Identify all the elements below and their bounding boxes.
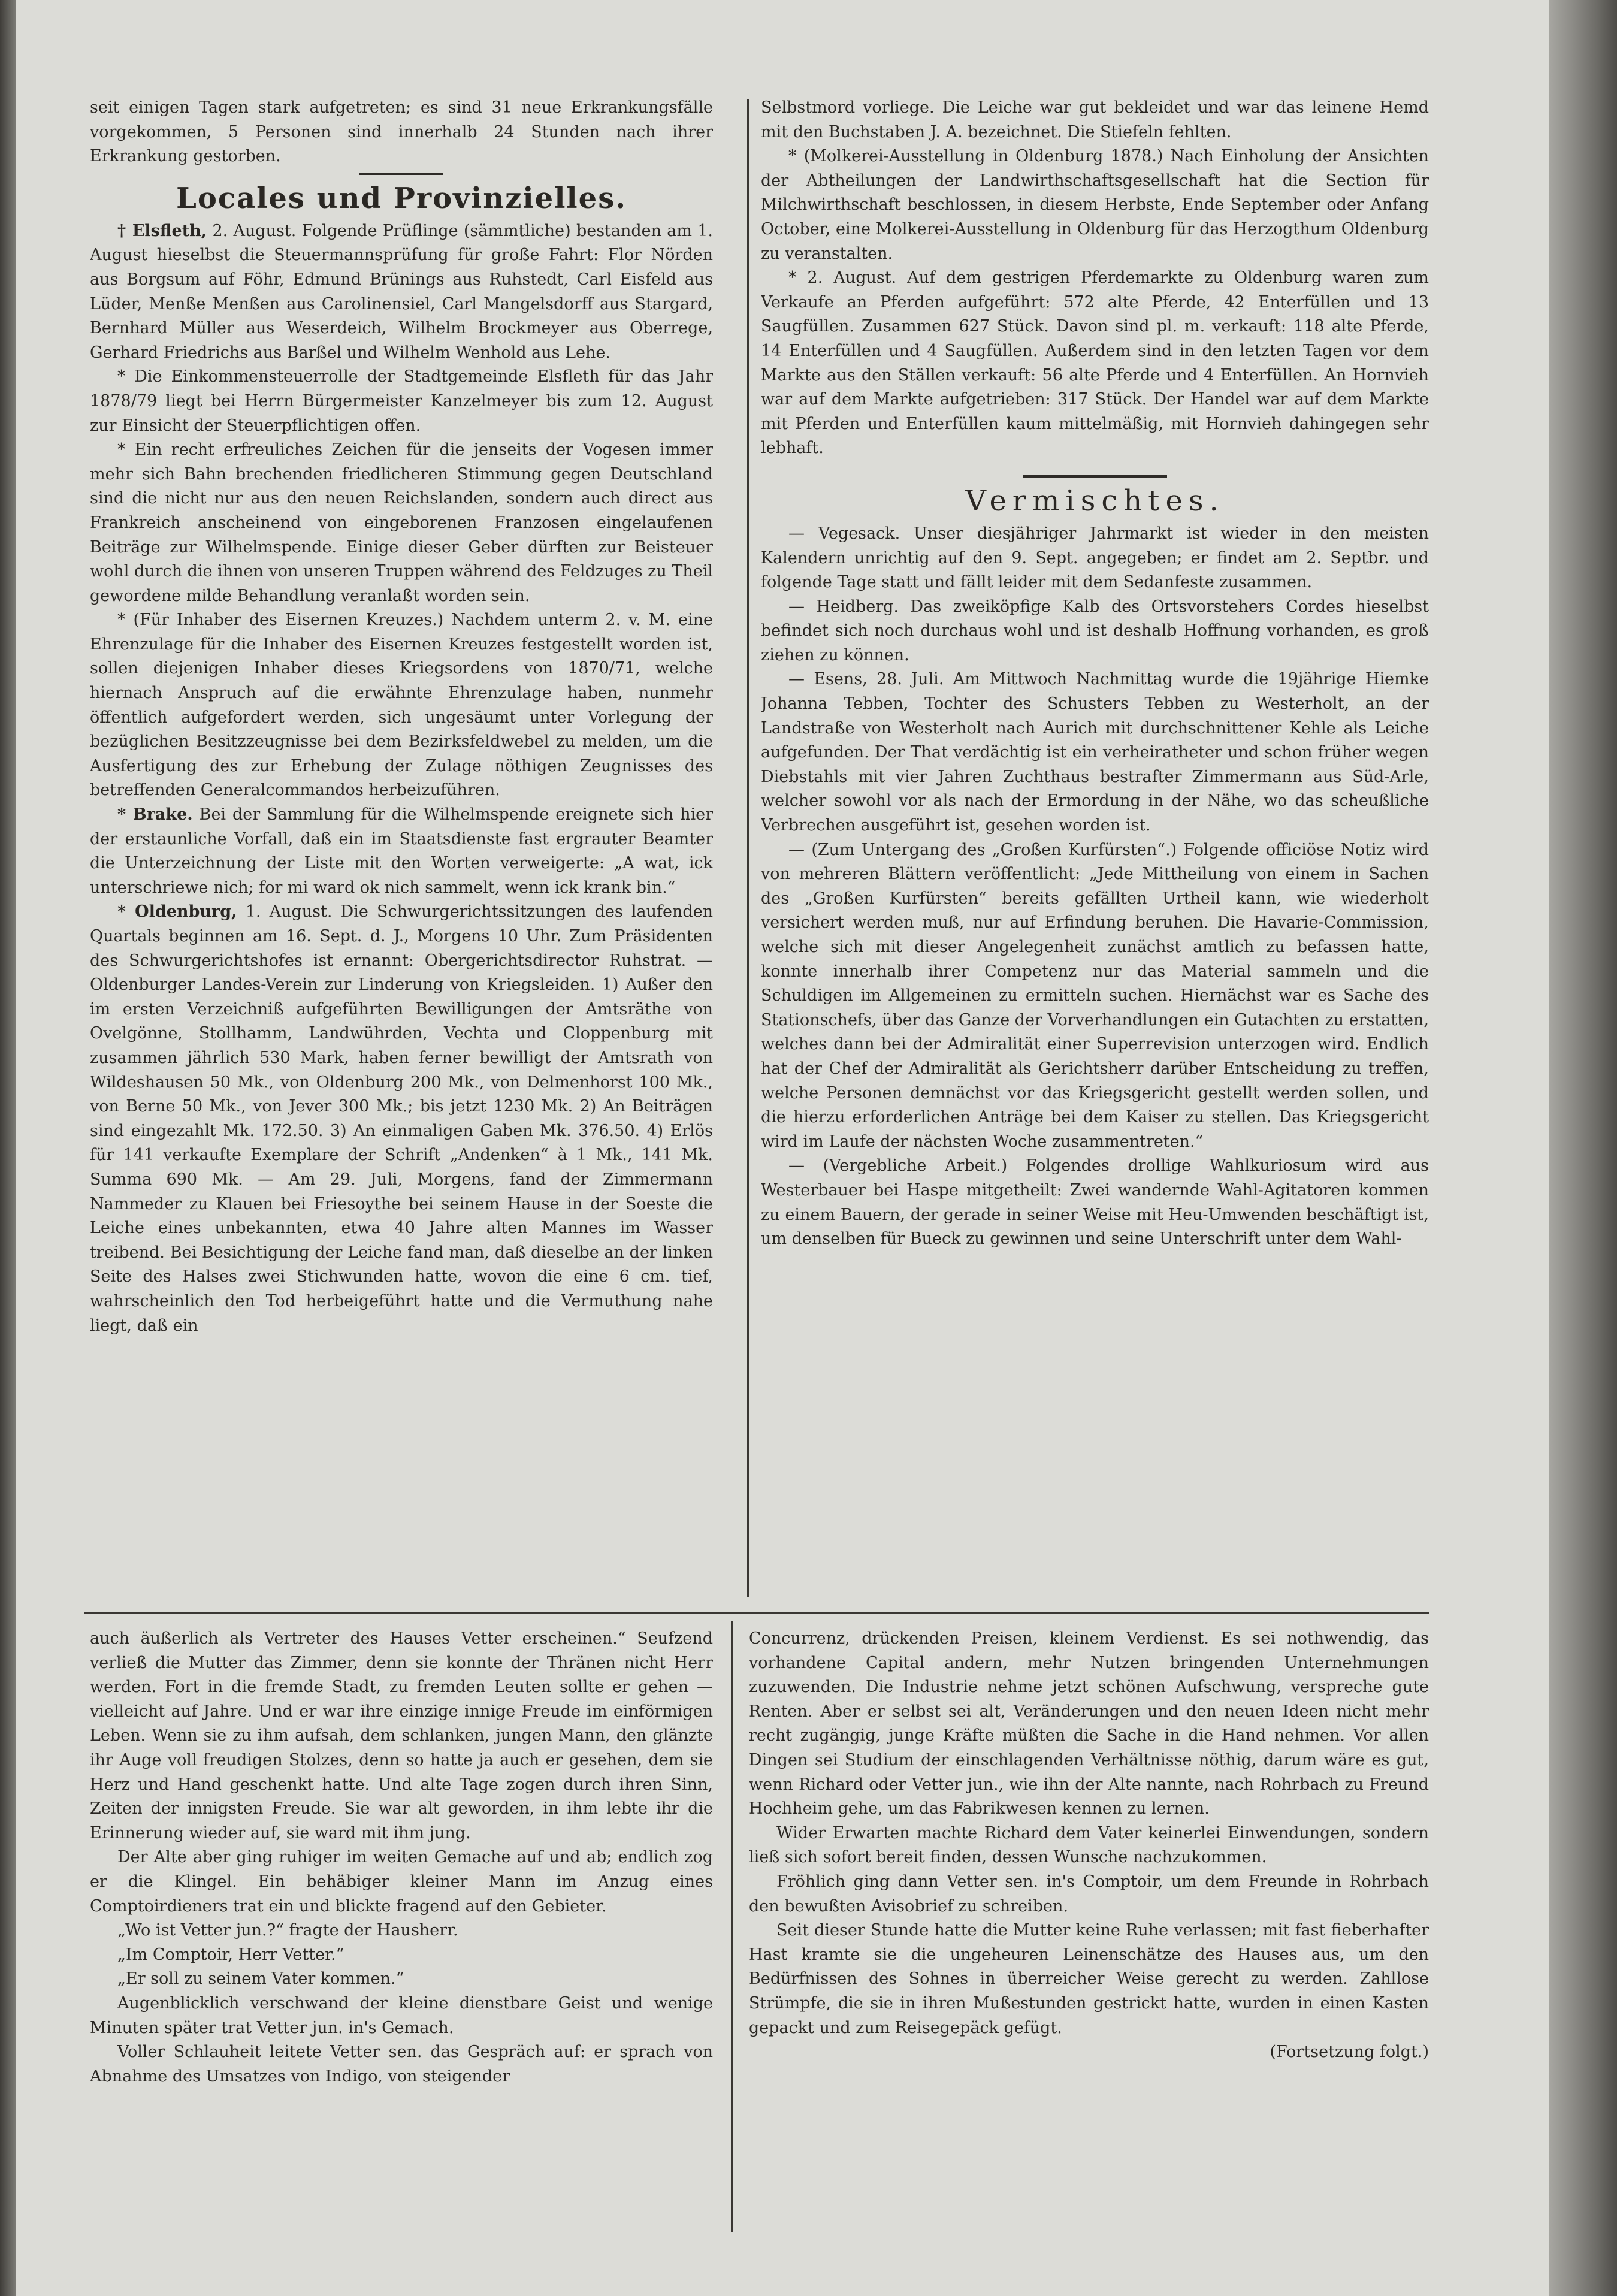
- section-divider: [1023, 475, 1167, 478]
- article-pferdemarkt: * 2. August. Auf dem gestrigen Pferdemarkte zu Oldenburg waren zum Verkaufe an Pferden aufgeführt: 572 alte Pferde, 42 Enterfüllen und 13 Saugfüllen. Zusammen 627 Stück. Davon sind pl. m. verkauft: 118 alte Pferde, 14 Enterfüllen und 4 Saugfüllen. Außerdem sind in den letzten Tagen vor dem Markte aus den Ställen verkauft: 56 alte Pferde und 4 Enterfüllen. An Hornvieh war auf dem Markte aufgetrieben: 317 Stück. Der Handel war auf dem Markte mit Pferden und Enterfüllen kaum mittelmäßig, mit Hornvieh dahingegen sehr lebhaft.: [761, 268, 1429, 458]
- article-place: † Elsfleth,: [117, 221, 207, 240]
- article-wilhelmspende: * Ein recht erfreuliches Zeichen für die jenseits der Vogesen immer mehr sich Bahn brechenden friedlicheren Stimmung gegen Deutschland sind die nicht nur aus den neuen Reichslanden, sondern auch direct aus Frankreich anscheinend von eingeborenen Franzosen eingelaufenen Beiträge zur Wilhelmspende. Einige dieser Geber dürften zur Beisteuer wohl durch die ihnen von unseren Truppen während des Feldzuges zu Theil gewordene milde Behandlung veranlaßt worden sein.: [90, 440, 713, 605]
- story-paragraph: Fröhlich ging dann Vetter sen. in's Comptoir, um dem Freunde in Rohrbach den bewußten Avisobrief zu schreiben.: [749, 1872, 1429, 1916]
- article-place: * Oldenburg,: [117, 902, 237, 922]
- story-paragraph: auch äußerlich als Vertreter des Hauses Vetter erscheinen.“ Seufzend verließ die Mutter das Zimmer, denn sie konnte der Thränen nicht Herr werden. Fort in die fremde Stadt, zu fremden Leuten sollte er gehen — vielleicht auf Jahre. Und er war ihre einzige innige Freude im einförmigen Leben. Wenn sie zu ihm aufsah, dem schlanken, jungen Mann, den glänzte ihr Auge voll freudigen Stolzes, denn so hatte ja auch er gesehen, dem sie Herz und Hand geschenkt hatte. Und alte Tage zogen durch ihren Sinn, Zeiten der innigsten Freude. Sie war alt geworden, in ihm lebte ihr die Erinnerung wieder auf, sie ward mit ihm jung.: [90, 1629, 713, 1842]
- continued-note: (Fortsetzung folgt.): [1270, 2043, 1429, 2062]
- article-esens: — Esens, 28. Juli. Am Mittwoch Nachmittag wurde die 19jährige Hiemke Johanna Tebben, Tochter des Schusters Tebben zu Westerholt, an der Landstraße von Westerholt nach Aurich mit durchschnittener Kehle als Leiche aufgefunden. Der That verdächtig ist ein verheiratheter und schon früher wegen Diebstahls mit vier Jahren Zuchthaus bestrafter Zimmermann aus Süd-Arle, welcher sowohl vor als nach der Ermordung in der Nähe, wo das scheußliche Verbrechen ausgeführt ist, gesehen worden ist.: [761, 670, 1429, 835]
- top-left-intro: seit einigen Tagen stark aufgetreten; es sind 31 neue Erkrankungsfälle vorgekommen, 5 Personen sind innerhalb 24 Stunden nach ihrer Erkrankung gestorben.: [90, 98, 713, 166]
- column-top-left: [90, 96, 713, 1597]
- article-text: 1. August. Die Schwurgerichtssitzungen des laufenden Quartals beginnen am 16. Sept. d. J., Morgens 10 Uhr. Zum Präsidenten des Schwurgerichtshofes ist ernannt: Obergerichtsdirector Ruhstrat. — Oldenburger Landes-Verein zur Linderung von Kriegsleiden. 1) Außer den im ersten Verzeichniß aufgeführten Bewilligungen der Amtsräthe von Ovelgönne, Stollhamm, Landwührden, Vechta und Cloppenburg mit zusammen jährlich 530 Mark, haben ferner bewilligt der Amtsrath von Wildeshausen 50 Mk., von Oldenburg 200 Mk., von Delmenhorst 100 Mk., von Berne 50 Mk., von Jever 300 Mk.; bis jetzt 1230 Mk. 2) An Beiträgen sind eingezahlt Mk. 172.50. 3) An einmaligen Gaben Mk. 376.50. 4) Erlös für 141 verkaufte Exemplare der Schrift „Andenken“ à 1 Mk., 141 Mk. Summa 690 Mk. — Am 29. Juli, Morgens, fand der Zimmermann Nammeder zu Klauen bei Friesoythe bei seinem Hause in der Soeste die Leiche eines unbekannten, etwa 40 Jahre alten Mannes im Wasser treibend. Bei Besichtigung der Leiche fand man, daß dieselbe an der linken Seite des Halses zwei Stichwunden hatte, wovon die eine 6 cm. tief, wahrscheinlich den Tod herbeigeführt hatte und die Vermuthung nahe liegt, daß ein: [90, 902, 713, 1335]
- section-divider: [359, 173, 443, 175]
- story-paragraph: Concurrenz, drückenden Preisen, kleinem Verdienst. Es sei nothwendig, das vorhandene Capital andern, mehr Nutzen bringenden Unternehmungen zuzuwenden. Die Industrie nehme jetzt schönen Aufschwung, verspreche gute Renten. Aber er selbst sei alt, Veränderungen und den neuen Ideen nicht mehr recht zugängig, junge Kräfte müßten die Sache in die Hand nehmen. Vor allen Dingen sei Studium der einschlagenden Verhältnisse nöthig, darum wäre es gut, wenn Richard oder Vetter jun., wie ihn der Alte nannte, nach Rohrbach zu Freund Hochheim gehe, um das Fabrikwesen kennen zu lernen.: [749, 1629, 1429, 1818]
- story-dialogue: „Wo ist Vetter jun.?“ fragte der Hausherr.: [117, 1921, 458, 1940]
- article-heidberg: — Heidberg. Das zweiköpfige Kalb des Ortsvorstehers Cordes hieselbst befindet sich noch durchaus wohl und ist deshalb Hoffnung vorhanden, es groß ziehen zu können.: [761, 597, 1429, 664]
- section-heading-vermischtes: Vermischtes.: [965, 484, 1225, 518]
- article-oldenburg: [90, 900, 713, 1338]
- story-paragraph: Augenblicklich verschwand der kleine dienstbare Geist und wenige Minuten später trat Vetter jun. in's Gemach.: [90, 1993, 713, 2037]
- story-paragraph: Der Alte aber ging ruhiger im weiten Gemache auf und ab; endlich zog er die Klingel. Ein behäbiger kleiner Mann im Anzug eines Comptoirdieners trat ein und blickte fragend auf den Gebieter.: [90, 1848, 713, 1916]
- page-edge-stack: [1549, 0, 1617, 2296]
- article-vegesack: — Vegesack. Unser diesjähriger Jahrmarkt ist wieder in den meisten Kalendern unrichtig auf den 9. Sept. angegeben; er findet am 2. Septbr. und folgende Tage statt und fällt leider mit dem Sedanfeste zusammen.: [761, 524, 1429, 592]
- column-top-right: [761, 96, 1429, 1597]
- column-divider-top: [747, 99, 749, 1597]
- book-spine-shadow: [0, 0, 16, 2296]
- column-bottom-right: [749, 1627, 1429, 2232]
- story-paragraph: Wider Erwarten machte Richard dem Vater keinerlei Einwendungen, sondern ließ sich sofort bereit finden, dessen Wunsche nachzukommen.: [749, 1823, 1429, 1867]
- article-vergebliche-arbeit: — (Vergebliche Arbeit.) Folgendes drollige Wahlkuriosum wird aus Westerbauer bei Haspe mitgetheilt: Zwei wandernde Wahl-Agitatoren kommen zu einem Bauern, der gerade in seiner Weise mit Heu-Umwenden beschäftigt ist, um denselben für Bueck zu gewinnen und seine Unterschrift unter dem Wahl-: [761, 1156, 1429, 1249]
- column-bottom-left: [90, 1627, 713, 2232]
- article-text: 2. August. Folgende Prüflinge (sämmtliche) bestanden am 1. August hieselbst die Steuermannsprüfung für große Fahrt: Flor Nörden aus Borgsum auf Föhr, Edmund Brünings aus Ruhstedt, Carl Eisfeld aus Lüder, Menße Menßen aus Carolinensiel, Carl Mangelsdorff aus Stargard, Bernhard Müller aus Weserdeich, Wilhelm Brockmeyer aus Oberrege, Gerhard Friedrichs aus Barßel und Wilhelm Wenhold aus Lehe.: [90, 221, 713, 362]
- article-einkommensteuer: * Die Einkommensteuerrolle der Stadtgemeinde Elsfleth für das Jahr 1878/79 liegt bei Herrn Bürgermeister Kanzelmeyer bis zum 12. August zur Einsicht der Steuerpflichtigen offen.: [90, 367, 713, 435]
- story-paragraph: Voller Schlauheit leitete Vetter sen. das Gespräch auf: er sprach von Abnahme des Umsatzes von Indigo, von steigender: [90, 2043, 713, 2086]
- feuilleton-divider: [84, 1612, 1429, 1614]
- article-eisernes-kreuz: * (Für Inhaber des Eisernen Kreuzes.) Nachdem unterm 2. v. M. eine Ehrenzulage für die Inhaber des Eisernen Kreuzes festgestellt worden ist, sollen diejenigen Inhaber dieses Kriegsordens von 1870/71, welche hiernach Anspruch auf die erwähnte Ehrenzulage haben, nunmehr öffentlich aufgefordert werden, sich ungesäumt unter Vorlegung der bezüglichen Besitzzeugnisse bei dem Bezirksfeldwebel zu melden, um die Ausfertigung des zur Erhebung der Zulage nöthigen Zeugnisses des betreffenden Generalcommandos herbeizuführen.: [90, 611, 713, 800]
- story-dialogue: „Im Comptoir, Herr Vetter.“: [117, 1945, 344, 1964]
- article-brake: [90, 803, 713, 900]
- article-grosser-kurfuerst: — (Zum Untergang des „Großen Kurfürsten“.) Folgende officiöse Notiz wird von mehreren Blättern veröffentlicht: „Jede Mittheilung von einem in Sachen des „Großen Kurfürsten“ bereits gefällten Urtheil kann, wie wiederholt versichert werden muß, nur auf Erfindung beruhen. Die Havarie-Commission, welche sich mit dieser Angelegenheit zunächst amtlich zu befassen hatte, konnte innerhalb ihrer Competenz nur das Material sammeln und die Schuldigen im Allgemeinen zu ermitteln suchen. Hiernächst war es Sache des Stationschefs, über das Ganze der Vorverhandlungen ein Gutachten zu erstatten, welches dann bei der Admiralität einer Superrevision unterzogen wird. Endlich hat der Chef der Admiralität als Gerichtsherr darüber Entscheidung zu treffen, welche Personen demnächst vor das Kriegsgericht gestellt werden sollen, und die hierzu erforderlichen Anträge bei dem Kaiser zu stellen. Das Kriegsgericht wird im Laufe der nächsten Woche zusammentreten.“: [761, 840, 1429, 1151]
- article-molkerei: * (Molkerei-Ausstellung in Oldenburg 1878.) Nach Einholung der Ansichten der Abtheilungen der Landwirthschaftsgesellschaft hat die Section für Milchwirthschaft beschlossen, in diesem Herbste, Ende September oder Anfang October, eine Molkerei-Ausstellung in Oldenburg für das Herzogthum Oldenburg zu veranstalten.: [761, 147, 1429, 263]
- section-heading-locales: Locales und Provinzielles.: [176, 181, 627, 215]
- column-divider-bottom: [731, 1621, 733, 2232]
- article-place: * Brake.: [117, 805, 193, 824]
- article-text: Bei der Sammlung für die Wilhelmspende ereignete sich hier der erstaunliche Vorfall, daß ein im Staatsdienste fast ergrauter Beamter die Unterzeichnung der Liste mit den Worten verweigerte: „A wat, ick unterschriewe nich; for mi ward ok nich sammelt, wenn ick krank bin.“: [90, 805, 713, 897]
- story-dialogue: „Er soll zu seinem Vater kommen.“: [117, 1969, 404, 1989]
- top-right-intro: Selbstmord vorliege. Die Leiche war gut bekleidet und war das leinene Hemd mit den Buchstaben J. A. bezeichnet. Die Stiefeln fehlten.: [761, 98, 1429, 141]
- article-elsfleth: [90, 219, 713, 365]
- story-paragraph: Seit dieser Stunde hatte die Mutter keine Ruhe verlassen; mit fast fieberhafter Hast kramte sie die ungeheuren Leinenschätze des Hauses aus, um den Bedürfnissen des Sohnes in überreicher Weise gerecht zu werden. Zahllose Strümpfe, die sie in ihren Mußestunden gestrickt hatte, wurden in einen Kasten gepackt und zum Reisegepäck gefügt.: [749, 1921, 1429, 2037]
